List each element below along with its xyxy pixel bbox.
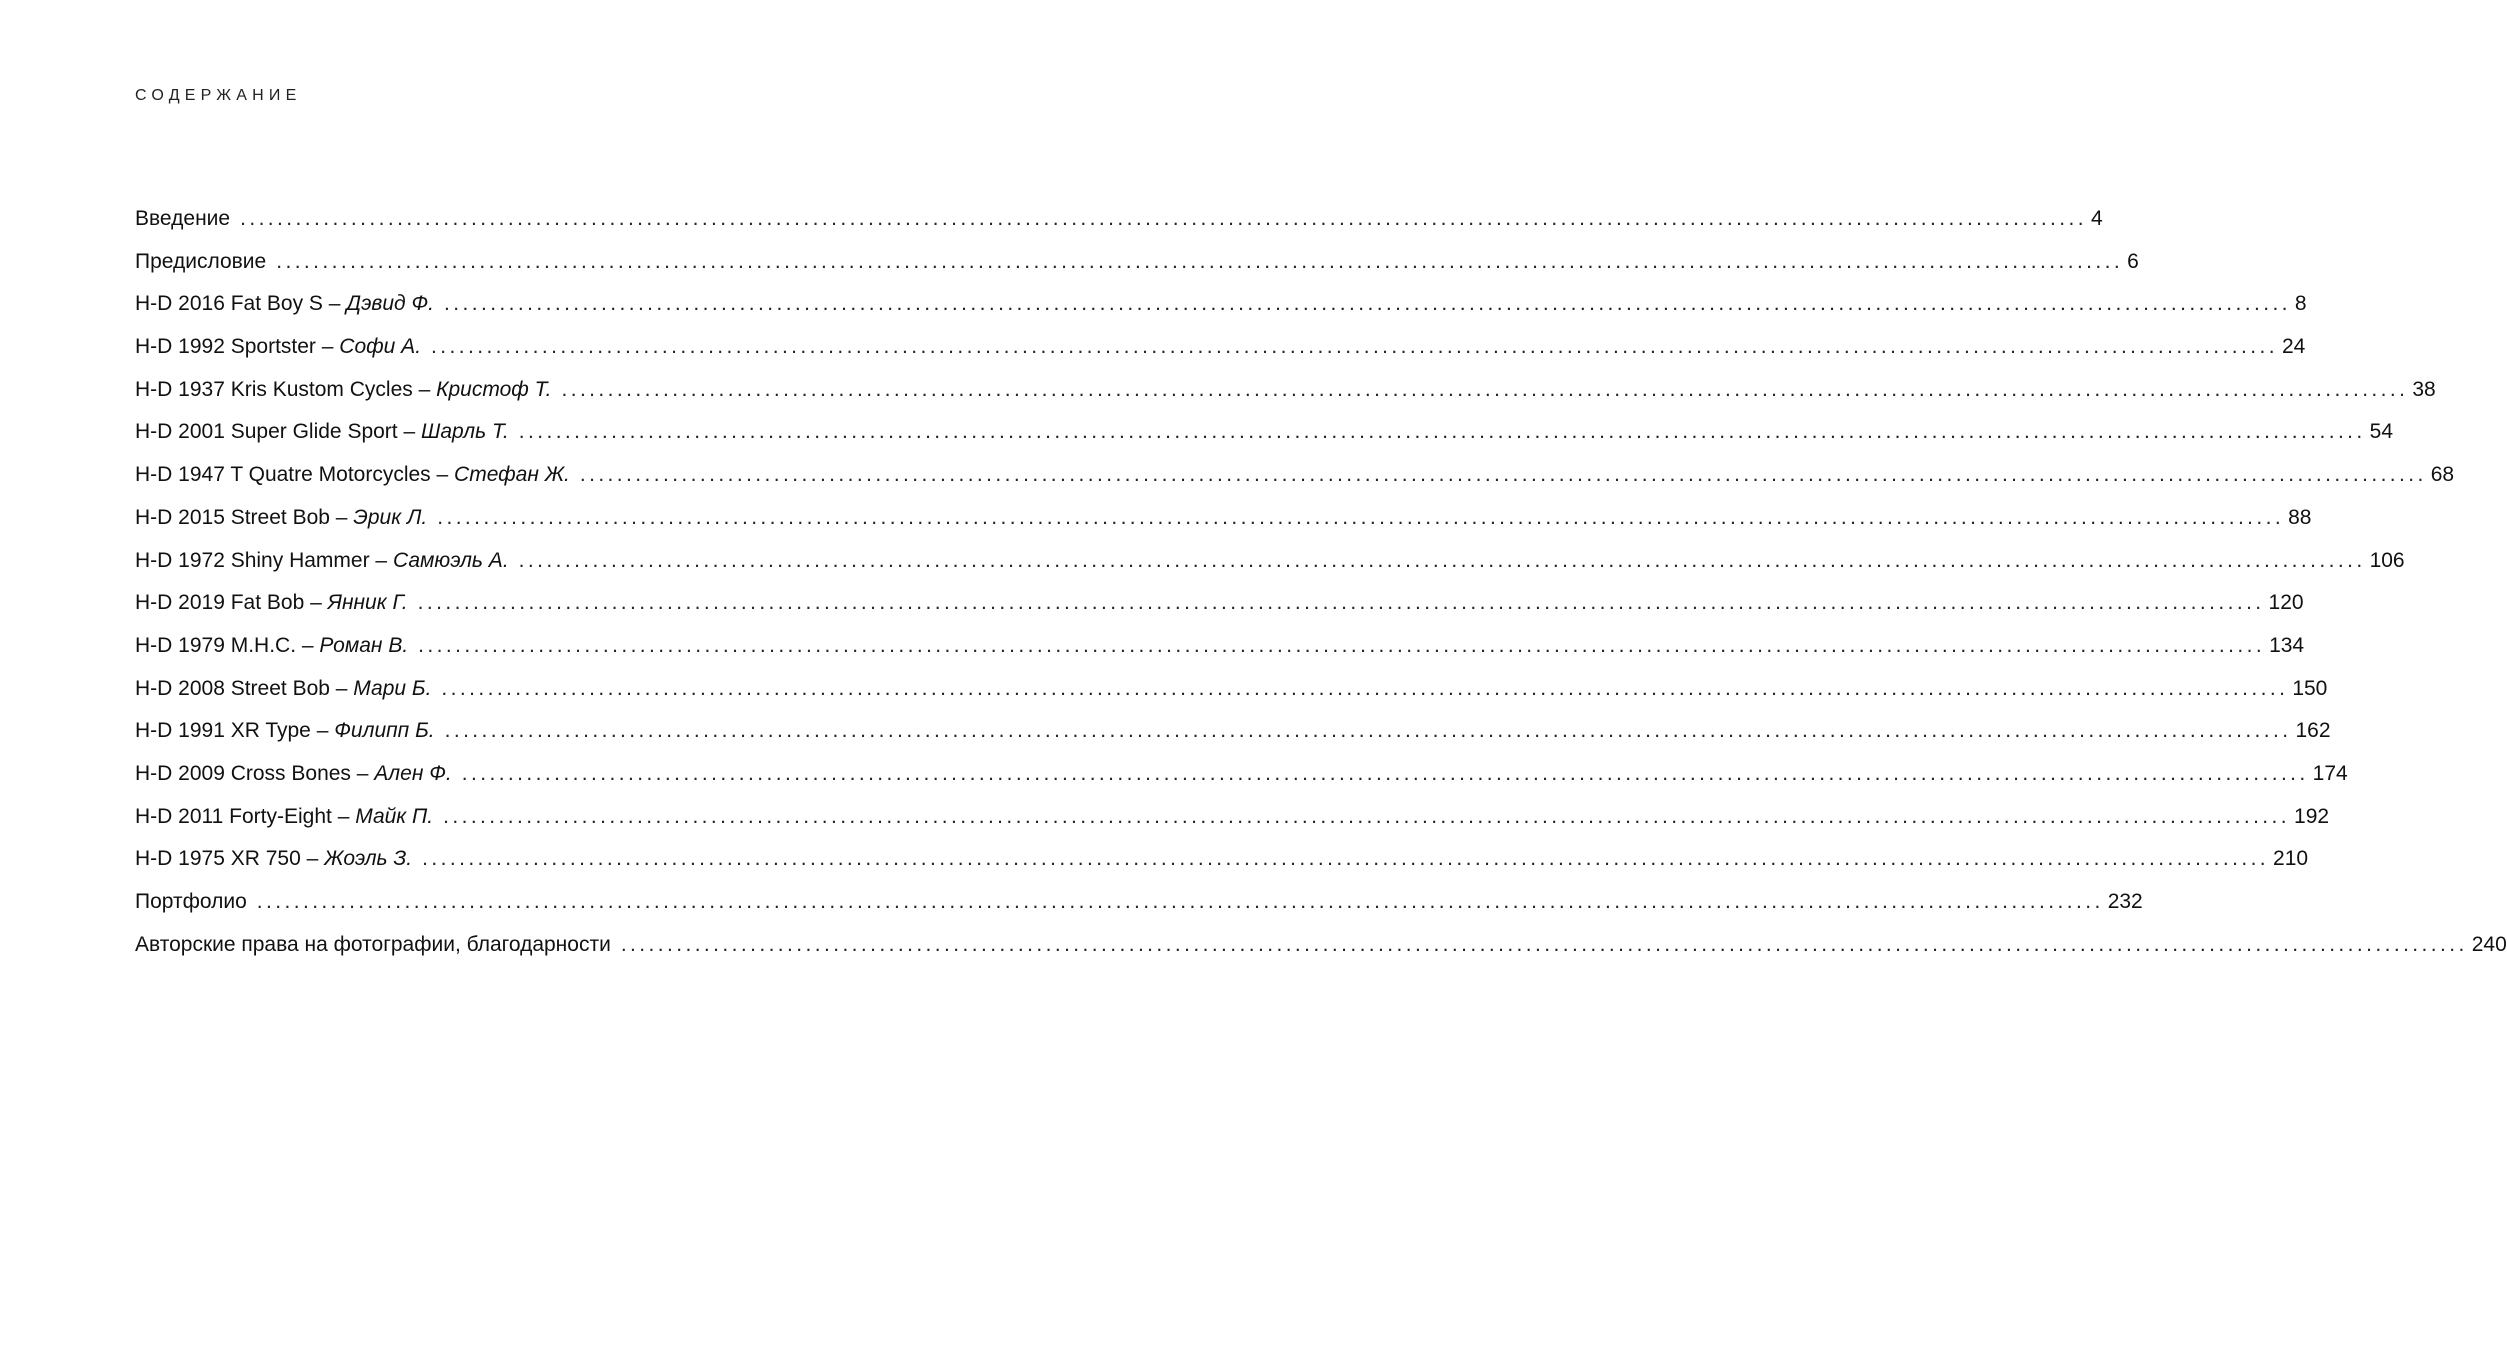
entry-title-text: Введение (135, 207, 231, 230)
toc-entry[interactable] (135, 369, 2436, 412)
entry-title (135, 369, 551, 412)
entry-title (135, 411, 509, 454)
dot-leader: ........................................................................................................................................................................................................ (461, 761, 2309, 785)
toc-entry[interactable] (135, 454, 2455, 497)
entry-title-text: H-D 1972 Shiny Hammer (135, 548, 370, 572)
toc-entry[interactable] (135, 881, 2143, 924)
entry-author: Эрик Л. (353, 505, 428, 529)
entry-page-number: 54 (2369, 420, 2394, 444)
entry-title-text: H-D 2008 Street Bob (135, 676, 330, 700)
entry-author: Стефан Ж. (454, 463, 570, 487)
dot-leader: ........................................................................................................................................................................................................ (518, 548, 2366, 572)
dot-leader: ........................................................................................................................................................................................................ (422, 847, 2270, 871)
table-of-contents (135, 198, 2507, 966)
entry-title (135, 582, 408, 625)
entry-title-text: H-D 2001 Super Glide Sport (135, 420, 398, 444)
entry-title (135, 497, 427, 540)
entry-title (135, 540, 509, 583)
entry-author: Майк П. (355, 804, 434, 828)
toc-entry[interactable] (135, 710, 2331, 753)
entry-author: Роман В. (319, 633, 409, 657)
entry-title-text: H-D 1937 Kris Kustom Cycles (135, 377, 413, 401)
toc-entry[interactable] (135, 924, 2507, 967)
entry-page-number: 120 (2268, 591, 2304, 615)
entry-page-number: 240 (2471, 932, 2507, 956)
toc-entry[interactable] (135, 411, 2394, 454)
entry-title-text: H-D 1947 T Quatre Motorcycles (135, 463, 431, 487)
entry-separator: – (412, 377, 437, 401)
entry-title-text: H-D 2009 Cross Bones (135, 761, 351, 785)
entry-separator: – (304, 591, 328, 615)
entry-title-text: H-D 1992 Sportster (135, 335, 316, 359)
dot-leader: ........................................................................................................................................................................................................ (620, 932, 2468, 956)
entry-title-text: H-D 2019 Fat Bob (135, 591, 305, 615)
entry-title (135, 454, 570, 497)
dot-leader: ........................................................................................................................................................................................................ (417, 591, 2265, 615)
entry-separator: – (397, 420, 421, 444)
toc-entry[interactable] (135, 582, 2304, 625)
entry-title (135, 796, 433, 839)
toc-entry[interactable] (135, 198, 2103, 241)
toc-entry[interactable] (135, 838, 2309, 881)
entry-title-text: H-D 1975 XR 750 (135, 847, 301, 871)
entry-author: Жоэль З. (324, 847, 413, 871)
dot-leader: ........................................................................................................................................................................................................ (240, 207, 2087, 230)
entry-separator: – (369, 548, 393, 572)
entry-title (135, 241, 266, 284)
entry-page-number: 210 (2273, 847, 2309, 871)
entry-title (135, 198, 230, 241)
entry-title (135, 924, 611, 967)
entry-title-text: Предисловие (135, 249, 267, 273)
entry-page-number: 38 (2412, 377, 2436, 401)
dot-leader: ........................................................................................................................................................................................................ (561, 377, 2409, 401)
entry-separator: – (310, 719, 335, 743)
dot-leader: ........................................................................................................................................................................................................ (518, 420, 2366, 444)
entry-separator: – (329, 505, 354, 529)
entry-author: Мари Б. (353, 676, 432, 700)
entry-title-text: H-D 2011 Forty-Eight (135, 804, 332, 828)
entry-title (135, 710, 435, 753)
entry-author: Дэвид Ф. (346, 292, 435, 316)
entry-page-number: 4 (2091, 207, 2103, 230)
entry-page-number: 150 (2292, 676, 2328, 700)
dot-leader: ........................................................................................................................................................................................................ (443, 804, 2291, 828)
entry-page-number: 192 (2294, 804, 2330, 828)
entry-separator: – (315, 335, 340, 359)
dot-leader: ........................................................................................................................................................................................................ (418, 633, 2266, 657)
entry-page-number: 106 (2369, 548, 2405, 572)
entry-title-text: H-D 1979 M.H.C. (135, 633, 297, 657)
entry-separator: – (329, 676, 354, 700)
toc-entry[interactable] (135, 753, 2348, 796)
entry-title-text: H-D 2016 Fat Boy S (135, 292, 323, 316)
entry-page-number: 134 (2269, 633, 2305, 657)
toc-entry[interactable] (135, 668, 2328, 711)
page-heading: СОДЕРЖАНИЕ (135, 87, 302, 104)
entry-page-number: 68 (2430, 463, 2455, 487)
toc-entry[interactable] (135, 625, 2305, 668)
dot-leader: ........................................................................................................................................................................................................ (579, 463, 2427, 487)
dot-leader: ........................................................................................................................................................................................................ (437, 505, 2285, 529)
entry-title (135, 326, 421, 369)
entry-page-number: 8 (2294, 292, 2307, 316)
dot-leader: ........................................................................................................................................................................................................ (444, 292, 2291, 316)
entry-separator: – (430, 463, 455, 487)
entry-author: Шарль Т. (421, 420, 509, 444)
entry-page-number: 162 (2295, 719, 2331, 743)
entry-page-number: 174 (2312, 761, 2348, 785)
entry-page-number: 6 (2127, 249, 2139, 273)
entry-separator: – (331, 804, 356, 828)
entry-title (135, 838, 412, 881)
toc-entry[interactable] (135, 796, 2330, 839)
entry-author: Ален Ф. (374, 761, 452, 785)
dot-leader: ........................................................................................................................................................................................................ (441, 676, 2289, 700)
entry-separator: – (322, 292, 347, 316)
toc-entry[interactable] (135, 241, 2139, 284)
entry-separator: – (300, 847, 325, 871)
entry-title (135, 881, 247, 924)
dot-leader: ........................................................................................................................................................................................................ (256, 890, 2104, 913)
entry-page-number: 24 (2281, 335, 2306, 359)
entry-title-text: Портфолио (135, 890, 247, 913)
dot-leader: ........................................................................................................................................................................................................ (431, 335, 2278, 359)
entry-title-text: H-D 2015 Street Bob (135, 505, 330, 529)
entry-separator: – (296, 633, 320, 657)
entry-separator: – (350, 761, 375, 785)
toc-entry[interactable] (135, 283, 2307, 326)
entry-title (135, 625, 408, 668)
entry-title (135, 668, 431, 711)
entry-title (135, 753, 452, 796)
entry-title-text: Авторские права на фотографии, благодарности (135, 932, 611, 956)
dot-leader: ........................................................................................................................................................................................................ (276, 249, 2124, 273)
entry-author: Филипп Б. (334, 719, 435, 743)
entry-author: Софи А. (339, 335, 422, 359)
entry-title-text: H-D 1991 XR Type (135, 719, 311, 743)
entry-author: Самюэль А. (392, 548, 509, 572)
entry-title (135, 283, 434, 326)
toc-entry[interactable] (135, 326, 2306, 369)
entry-author: Кристоф Т. (436, 377, 552, 401)
toc-entry[interactable] (135, 540, 2405, 583)
dot-leader: ........................................................................................................................................................................................................ (444, 719, 2292, 743)
entry-author: Янник Г. (327, 591, 408, 615)
entry-page-number: 88 (2288, 505, 2312, 529)
toc-entry[interactable] (135, 497, 2312, 540)
entry-page-number: 232 (2107, 890, 2143, 913)
